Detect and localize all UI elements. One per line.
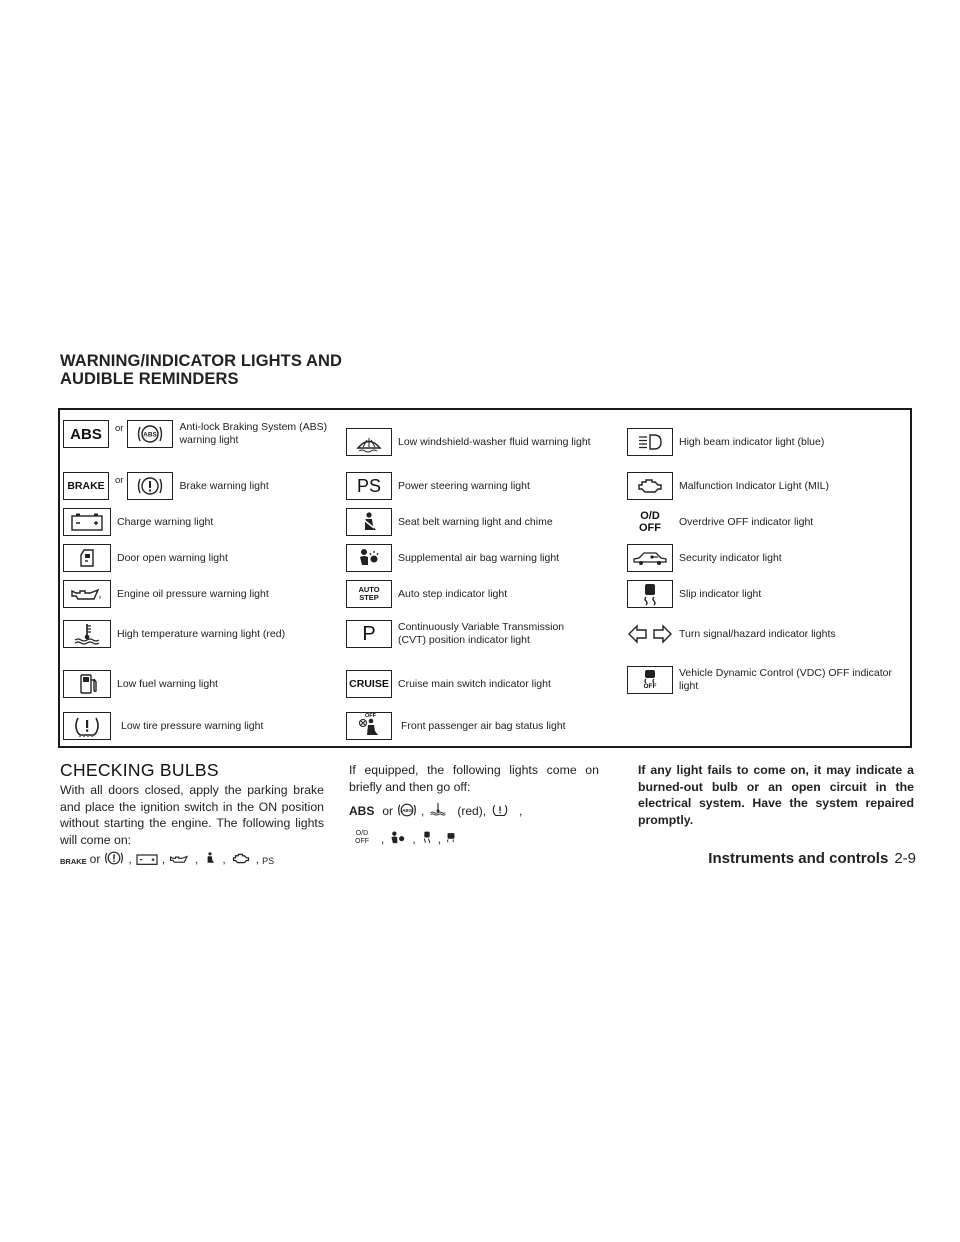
battery-icon: [135, 852, 159, 866]
svg-text:ABS: ABS: [143, 431, 158, 439]
legend-item-charge: [63, 508, 213, 536]
legend-item-high-beam: [627, 428, 824, 456]
legend-item-slip: [627, 580, 761, 608]
legend-item-tire: [63, 712, 263, 740]
brake-circle-icon: [103, 850, 125, 866]
engine-icon: [627, 472, 673, 500]
legend-item-washer: [346, 428, 591, 456]
legend-item-airbag: [346, 544, 559, 572]
legend-label: High temperature warning light (red): [117, 627, 286, 640]
high-beam-icon: [627, 428, 673, 456]
bulb-list-row-3: O/D OFF , , ,: [353, 828, 458, 846]
bulb-list-row-1: BRAKE or , , , , , PS: [60, 852, 275, 866]
legend-label: Turn signal/hazard indicator lights: [679, 627, 836, 640]
or-word: or: [115, 475, 124, 486]
checking-paragraph-3: If any light fails to come on, it may indicate a burned-out bulb or an open circuit in the electrical system. Have the system repaired promptly.: [638, 763, 914, 827]
legend-item-fuel: [63, 670, 218, 698]
legend-label: Charge warning light: [117, 515, 214, 528]
slip-icon: [419, 828, 435, 846]
legend-label: Front passenger air bag status light: [401, 719, 566, 732]
ps-icon: PS: [346, 472, 392, 500]
legend-item-auto-step: [346, 580, 507, 608]
indicator-legend-panel: [58, 408, 912, 748]
seat-belt-icon: [346, 508, 392, 536]
brake-circle-icon: [127, 472, 173, 500]
legend-label: Continuously Variable Transmission (CVT) position indicator light: [398, 621, 565, 646]
legend-item-abs: [63, 420, 329, 448]
legend-label: Door open warning light: [117, 551, 228, 564]
abs-circle-icon: [127, 420, 173, 448]
tire-pressure-icon: [63, 712, 111, 740]
legend-item-od-off: [627, 508, 813, 536]
bulb-list-row-2: ABS or ABS , (red), ,: [349, 800, 525, 818]
legend-label: Low windshield-washer fluid warning light: [398, 435, 591, 448]
seat-belt-icon: [201, 850, 219, 866]
vdc-off-icon: OFF: [627, 666, 673, 694]
section-title-line-1: WARNING/INDICATOR LIGHTS AND: [60, 352, 343, 370]
legend-label: Slip indicator light: [679, 587, 762, 600]
battery-icon: [63, 508, 111, 536]
section-title: [60, 352, 342, 388]
legend-item-cruise: [346, 670, 551, 698]
abs-circle-icon: [396, 802, 418, 818]
legend-item-vdc-off: [627, 666, 909, 694]
cruise-icon: CRUISE: [346, 670, 392, 698]
legend-label: High beam indicator light (blue): [679, 435, 825, 448]
legend-item-security: [627, 544, 782, 572]
cvt-position-icon: P: [346, 620, 392, 648]
legend-label: Low fuel warning light: [117, 677, 218, 690]
checking-paragraph-2: If equipped, the following lights come on briefly and then go off:: [349, 763, 599, 794]
od-off-icon: O/D OFF: [627, 508, 673, 536]
legend-label: Cruise main switch indicator light: [398, 677, 551, 690]
legend-item-temperature: [63, 620, 285, 648]
legend-label: Anti-lock Braking System (ABS) warning light: [179, 421, 328, 446]
air-bag-icon: [387, 830, 409, 846]
legend-label: Low tire pressure warning light: [121, 719, 264, 732]
legend-label: Brake warning light: [179, 479, 269, 492]
section-title-line-2: AUDIBLE REMINDERS: [60, 370, 239, 388]
footer-section-title: Instruments and controls: [708, 850, 889, 867]
legend-item-oil: [63, 580, 269, 608]
turn-signal-icon: [627, 620, 673, 648]
page-number: 2-9: [894, 850, 916, 867]
checking-paragraph-1: With all doors closed, apply the parking brake and place the ignition switch in the ON position without starting the engine. The following lights will come on:: [60, 783, 324, 847]
legend-label: Overdrive OFF indicator light: [679, 515, 814, 528]
legend-item-mil: [627, 472, 829, 500]
legend-label: Supplemental air bag warning light: [398, 551, 560, 564]
legend-label: Security indicator light: [679, 551, 782, 564]
legend-item-brake: [63, 472, 269, 500]
checking-bulbs-heading: CHECKING BULBS: [60, 760, 219, 780]
legend-item-cvt: [346, 620, 588, 648]
legend-item-passenger-airbag: [346, 712, 566, 740]
auto-step-icon: AUTO STEP: [346, 580, 392, 608]
legend-label: Malfunction Indicator Light (MIL): [679, 479, 829, 492]
coolant-temp-icon: [427, 800, 449, 818]
passenger-airbag-off-icon: OFF: [346, 712, 392, 740]
legend-label: Auto step indicator light: [398, 587, 508, 600]
legend-label: Seat belt warning light and chime: [398, 515, 553, 528]
door-open-icon: [63, 544, 111, 572]
legend-label: Vehicle Dynamic Control (VDC) OFF indicator light: [679, 667, 892, 692]
washer-fluid-icon: [346, 428, 392, 456]
page-footer: [708, 850, 916, 867]
oil-can-icon: [168, 852, 192, 866]
svg-text:ABS: ABS: [402, 808, 412, 814]
engine-icon: [229, 851, 253, 866]
vdc-off-icon: [444, 830, 458, 846]
or-word: or: [115, 423, 124, 434]
legend-item-turn-signal: [627, 620, 836, 648]
air-bag-icon: [346, 544, 392, 572]
legend-item-door: [63, 544, 228, 572]
coolant-temp-icon: [63, 620, 111, 648]
legend-label: Engine oil pressure warning light: [117, 587, 269, 600]
oil-can-icon: [63, 580, 111, 608]
tire-pressure-icon: [489, 802, 511, 818]
brake-text-symbol: BRAKE: [63, 472, 109, 500]
legend-label: Power steering warning light: [398, 479, 530, 492]
fuel-pump-icon: [63, 670, 111, 698]
legend-item-ps: [346, 472, 530, 500]
slip-icon: [627, 580, 673, 608]
legend-item-seat-belt: [346, 508, 553, 536]
abs-text-symbol: ABS: [63, 420, 109, 448]
security-car-icon: [627, 544, 673, 572]
